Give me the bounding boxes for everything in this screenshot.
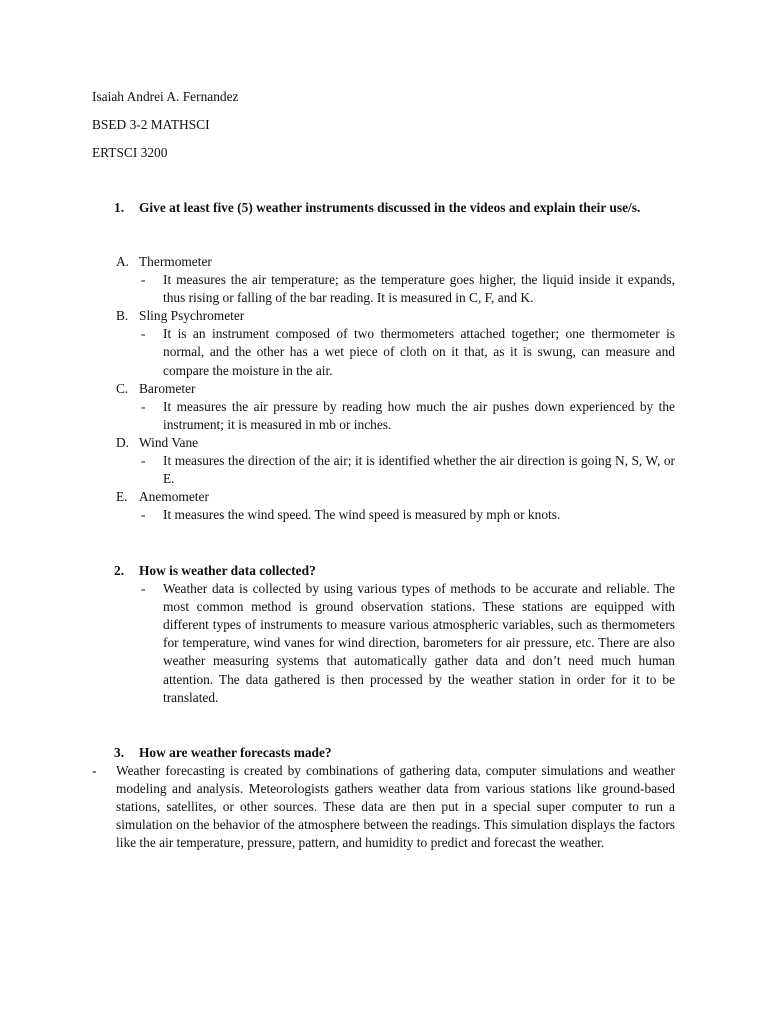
item-explanation-text: It measures the air pressure by reading how much the air pushes down experienced by the instrument; it is measured in mb or inches. <box>163 398 675 432</box>
instrument-item <box>0 434 768 452</box>
question-1-text: Give at least five (5) weather instruments discussed in the videos and explain their use/s. <box>139 200 641 215</box>
instrument-item <box>0 307 768 325</box>
item-name: Thermometer <box>139 254 212 269</box>
question-1-number: 1. <box>114 200 125 215</box>
item-letter: E. <box>116 489 128 505</box>
bullet-dash: - <box>141 326 146 342</box>
bullet-dash: - <box>141 272 146 288</box>
item-explanation-text: It measures the wind speed. The wind speed is measured by mph or knots. <box>163 507 561 523</box>
question-2-number: 2. <box>114 563 125 578</box>
instrument-item <box>0 253 768 271</box>
student-section: BSED 3-2 MATHSCI <box>92 117 210 132</box>
question-2-answer-text: Weather data is collected by using various types of methods to be accurate and reliable. The most common method is ground observation stations. These stations are equipped with different types of instruments to measure various atmospheric variables, such as thermometers for temperature, wind vanes for wind direction, barometers for air pressure, etc. There are also weather measuring systems that automatically gather data and don’t need much human attention. The data gathered is then processed by the weather station in order for it to be translated. <box>163 581 675 705</box>
item-name: Anemometer <box>139 489 209 505</box>
item-name: Sling Psychrometer <box>139 308 245 324</box>
course-code: ERTSCI 3200 <box>92 145 168 160</box>
question-2-answer <box>0 580 768 707</box>
bullet-dash: - <box>141 507 146 523</box>
item-explanation <box>0 452 768 488</box>
question-3-number: 3. <box>114 745 125 760</box>
instrument-list <box>0 253 768 524</box>
question-3 <box>0 744 768 853</box>
item-explanation-text: It measures the air temperature; as the temperature goes higher, the liquid inside it expands, thus rising or falling of the bar reading. It is measured in C, F, and K. <box>163 272 675 306</box>
item-explanation <box>0 271 768 307</box>
instrument-item <box>0 380 768 398</box>
bullet-dash: - <box>92 763 97 779</box>
item-explanation <box>0 325 768 379</box>
instrument-item <box>0 488 768 506</box>
question-2 <box>0 562 768 707</box>
question-3-answer <box>0 762 768 852</box>
bullet-dash: - <box>141 453 146 469</box>
item-explanation <box>0 398 768 434</box>
question-3-text: How are weather forecasts made? <box>139 745 332 760</box>
item-explanation-text: It measures the direction of the air; it is identified whether the air direction is going N, S, W, or E. <box>163 453 675 487</box>
item-letter: D. <box>116 434 130 450</box>
item-name: Barometer <box>139 380 196 396</box>
item-explanation <box>0 506 768 524</box>
bullet-dash: - <box>141 398 146 414</box>
item-explanation-text: It is an instrument composed of two thermometers attached together; one thermometer is normal, and the other has a wet piece of cloth on it that, as it is swung, can measure and compare the moisture in the air. <box>163 326 675 378</box>
item-letter: C. <box>116 380 129 396</box>
question-1 <box>0 199 768 217</box>
question-2-text: How is weather data collected? <box>139 563 316 578</box>
item-letter: B. <box>116 308 129 324</box>
question-3-answer-text: Weather forecasting is created by combinations of gathering data, computer simulations and weather modeling and analysis. Meteorologists gathers weather data from various stations like ground-based stations, satellites, or other sources. These data are then put in a special super computer to run a simulation on the behavior of the atmosphere between the readings. This simulation displays the factors like the air temperature, pressure, pattern, and humidity to predict and forecast the weather. <box>116 763 675 851</box>
student-name: Isaiah Andrei A. Fernandez <box>92 89 239 104</box>
item-letter: A. <box>116 254 130 269</box>
item-name: Wind Vane <box>139 434 199 450</box>
bullet-dash: - <box>141 581 146 597</box>
